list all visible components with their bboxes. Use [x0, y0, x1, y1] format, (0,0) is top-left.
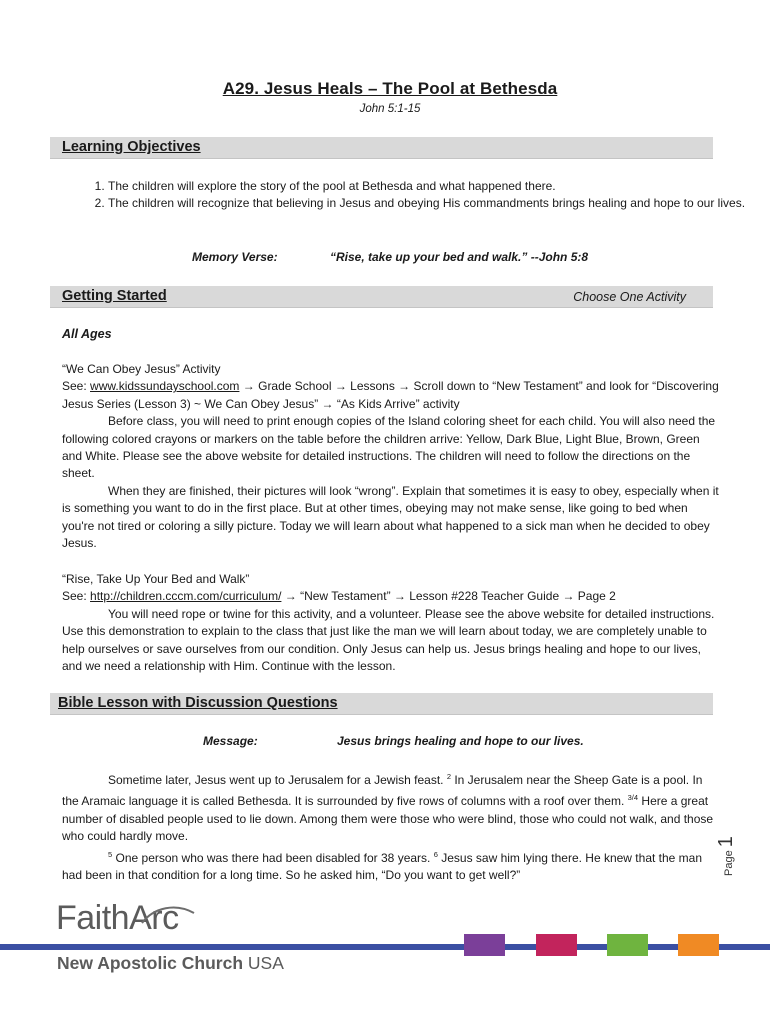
activity-title: “We Can Obey Jesus” Activity	[62, 362, 221, 376]
lesson-paragraph: Sometime later, Jesus went up to Jerusalem for a Jewish feast. $^2$ In Jerusalem near the Sheep Gate is a pool. In the Aramaic language it is called Bethesda. It is surrounded by five rows of columns with a roof over them. $^{3/4}$ Here a great number of disabled people used to lie down. Among them were those who were blind, those who could not walk, and those who could hardly move.	[62, 772, 714, 844]
objective-item: 1. The children will explore the story of the pool at Bethesda and what happened there.	[108, 178, 768, 195]
activity-instructions: You will need rope or twine for this activity, and a volunteer. Please see the above website for detailed instructions. Use this demonstration to explain to the class that just like the man we will learn about today, we are completely unable to help ourselves or save ourselves from our condition. Only Jesus can help us. Jesus brings healing and hope to our lives, and we need a relationship with Him. Continue with the lesson.	[62, 606, 715, 674]
activity-instructions: Before class, you will need to print enough copies of the Island coloring sheet for each child. You will also need the following colored crayons or markers on the table before the children arrive: Yellow, Dark Blue, Light Blue, Brown, Green and White. Please see the above website for detailed instructions. The children will need to follow the directions on the sheet.	[62, 414, 716, 481]
memory-verse-label: Memory Verse:	[192, 250, 278, 264]
learning-objectives-heading: Learning Objectives	[62, 139, 201, 155]
activity-rise-take-up-bed	[62, 571, 722, 675]
bible-lesson-heading: Bible Lesson with Discussion Questions	[58, 695, 338, 711]
objectives-list	[62, 178, 768, 213]
activity-source	[62, 588, 722, 605]
audience-label: All Ages	[62, 327, 112, 341]
scripture-reference: John 5:1-15	[359, 103, 421, 115]
verse-number: 3/4	[627, 793, 639, 803]
magenta-block	[536, 934, 577, 956]
faitharc-logo: FaithArc	[56, 899, 179, 937]
activity-source	[62, 378, 722, 413]
green-block	[607, 934, 648, 956]
message-text: Jesus brings healing and hope to our lives.	[337, 734, 584, 748]
page-number: Page1	[715, 836, 737, 876]
verse-number: 2	[446, 772, 451, 781]
kidssundayschool-link[interactable]: www.kidssundayschool.com	[90, 379, 240, 394]
choose-activity-note: Choose One Activity	[573, 290, 686, 304]
cccm-curriculum-link[interactable]: http://children.cccm.com/curriculum/	[90, 589, 282, 604]
objective-item: 2. The children will recognize that believing in Jesus and obeying His commandments brings healing and hope to our lives.	[108, 195, 768, 212]
navigation-path: → “New Testament” → Lesson #228 Teacher Guide → Page 2	[281, 589, 616, 604]
see-prefix: See:	[62, 589, 91, 604]
getting-started-heading: Getting Started	[62, 288, 167, 304]
purple-block	[464, 934, 505, 956]
bible-lesson-text	[62, 768, 722, 884]
memory-verse-text: “Rise, take up your bed and walk.” --John 5:8	[330, 250, 589, 264]
orange-block	[678, 934, 719, 956]
verse-number: 6	[433, 849, 438, 859]
message-label: Message:	[203, 734, 258, 748]
verse-number: 5	[108, 849, 113, 859]
logo-swoosh-icon	[140, 903, 196, 925]
organization-name: New Apostolic Church USA	[57, 953, 284, 973]
footer-divider	[0, 944, 770, 950]
activity-explanation: When they are finished, their pictures will look “wrong”. Explain that sometimes it is easy to obey, especially when it is something you want to do in the first place. But at other times, obeying may not make sense, like going to bed when you're not tired or coloring a silly picture. Today we will learn about what happened to a sick man when he decided to obey Jesus.	[62, 483, 719, 551]
activity-obey-jesus	[62, 361, 722, 552]
navigation-path: → Grade School → Lessons → Scroll down to “New Testament” and look for “Discovering Jesus Series (Lesson 3) ~ We Can Obey Jesus” → “As Kids Arrive” activity	[62, 379, 719, 411]
document-title: A29. Jesus Heals – The Pool at Bethesda	[222, 79, 558, 98]
activity-title: “Rise, Take Up Your Bed and Walk”	[62, 572, 250, 586]
lesson-paragraph: $^5$ One person who was there had been disabled for 38 years. $^6$ Jesus saw him lying there. He knew that the man had been in that condition for a long time. So he asked him, “Do you want to get well?”	[62, 849, 703, 883]
see-prefix: See:	[62, 379, 91, 394]
